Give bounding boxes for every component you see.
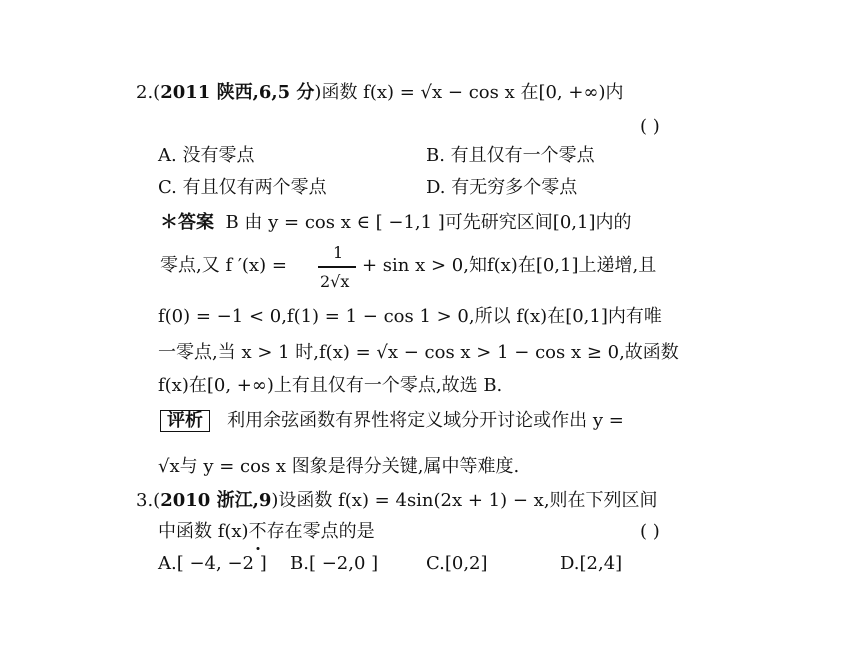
q3-number: 3.( (136, 490, 161, 511)
analysis-text-1: 利用余弦函数有界性将定义域分开讨论或作出 y = (227, 410, 624, 431)
q3-stem-text: )设函数 f(x) = 4sin(2x + 1) − x,则在下列区间 (271, 490, 658, 511)
answer-label: ＊答案 (160, 212, 214, 233)
q2-analysis-line1 (160, 410, 624, 432)
q2-answer-line1 (160, 212, 631, 234)
q2-answer-line2-right: + sin x > 0,知f(x)在[0,1]上递增,且 (362, 255, 657, 276)
q2-option-a: A. 没有零点 (158, 145, 255, 166)
q3-stem-line2 (158, 521, 375, 543)
q3-answer-paren: ( ) (640, 521, 660, 542)
fraction-numerator: 1 (333, 243, 344, 262)
q2-number: 2.( (136, 82, 161, 103)
q3-option-d: D.[2,4] (560, 553, 623, 574)
q2-option-d: D. 有无穷多个零点 (426, 177, 578, 198)
q3-option-c: C.[0,2] (426, 553, 488, 574)
q3-option-b: B.[ −2,0 ] (290, 553, 379, 574)
emphasis-dot (256, 547, 259, 550)
q3-stem (136, 490, 658, 512)
q2-stem (136, 82, 623, 104)
q3-stem-part-b: 存在零点的是 (266, 521, 375, 542)
q2-option-b: B. 有且仅有一个零点 (426, 145, 595, 166)
q2-source: 2011 陕西,6,5 分 (160, 82, 315, 103)
q3-stem-part-a: 中函数 f(x) (158, 521, 249, 542)
emphasis-char (249, 521, 267, 542)
q3-source: 2010 浙江,9 (160, 490, 272, 511)
fraction-denominator: 2√x (320, 272, 350, 291)
q2-answer-line4: 一零点,当 x > 1 时,f(x) = √x − cos x > 1 − cos x ≥ 0,故函数 (158, 342, 679, 363)
fraction-bar (318, 266, 356, 268)
q2-option-c: C. 有且仅有两个零点 (158, 177, 327, 198)
q3-option-a: A.[ −4, −2 ] (158, 553, 267, 574)
emphasis-text: 不 (248, 521, 267, 542)
q2-stem-text: )函数 f(x) = √x − cos x 在[0, +∞)内 (314, 82, 624, 103)
analysis-label: 评析 (160, 410, 210, 432)
q2-answer-line5: f(x)在[0, +∞)上有且仅有一个零点,故选 B. (158, 375, 503, 396)
q2-answer-line2-left: 零点,又 f ′(x) = (160, 255, 287, 276)
q2-answer-paren: ( ) (640, 116, 660, 137)
q2-analysis-line2: √x与 y = cos x 图象是得分关键,属中等难度. (158, 456, 520, 477)
q2-answer-line3: f(0) = −1 < 0,f(1) = 1 − cos 1 > 0,所以 f(x)在[0,1]内有唯 (158, 306, 662, 327)
answer-text: B 由 y = cos x ∈ [ −1,1 ]可先研究区间[0,1]内的 (225, 212, 632, 233)
